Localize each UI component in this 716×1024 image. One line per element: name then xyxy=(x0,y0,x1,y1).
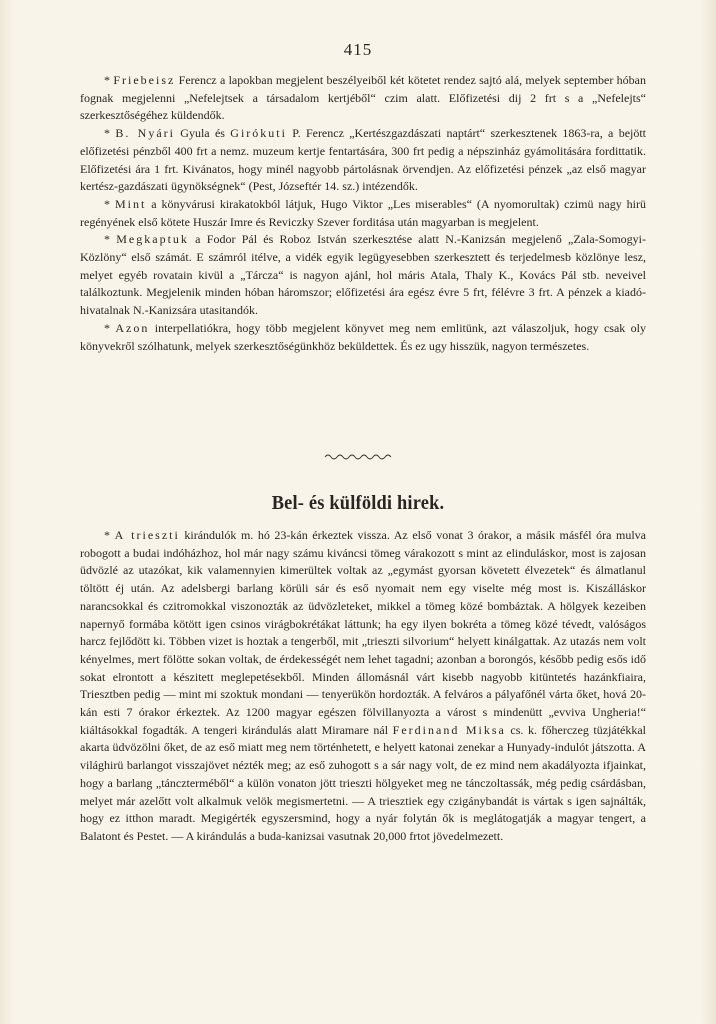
notice-paragraph: * Azon interpellatiókra, hogy több megjelent könyvet meg nem emlitünk, azt válaszoljuk, hogy csak oly könyvekről szólhatunk, melyek szerkesztőségünkhöz beküldettek. És ez ugy hisszük, nagyon természetes. xyxy=(80,320,647,353)
section-title: Bel- és külföldi hirek. xyxy=(271,492,445,514)
news-section xyxy=(80,527,646,846)
notice-text: Gyula és xyxy=(174,126,231,141)
news-paragraph: * A trieszti kirándulók m. hó 23-kán érkeztek vissza. Az első vonat 3 órakor, a másik másfél óra mulva robogott a budai indóházhoz, hol már nagy számu kiváncsi tömeg várakozott s mint az elinduláskor, most is zajosan üdvözlé az utazókat, kik valamennyien kimerültek voltak az „egymást gyorsan követett élvezetek“ és álmatlanul töltött éj után. Az adelsbergi barlang körüli sár és eső nyomait nem egy viselte még most is. Kiszálláskor narancsokkal és czitromokkal viszonozták az üdvözleteket, mikkel a tömeg közé bombáztak. A hölgyek kezeiben napernyő formába kötött igen csinos virágbokrétákat láttunk; ha egy ilyen bokréta a tömeg közé tévedt, valóságos harcz fejlődött ki. Többen vizet is hoztak a tengerből, mit „trieszti silvorium“ helyett kinálgattak. Az utazás nem volt kényelmes, mert fölötte sokan voltak, de érdekességét nem lehet tagadni; azonban a borongós, később pedig esős idő sokat elrontott a készitett meglepetésekből. Minden állomásnál várt kisebb nagyobb kitüntetés hazánkfiaira, Triesztben pedig — mint mi szoktuk mondani — tenyerükön hordozták. A felváros a pályafőnél várta őket, hová 20-kán esti 7 órakor érkeztek. Az 1200 magyar egészen fölvillanyozta a várost s mindenütt „evviva Ungheria!“ kiáltásokkal fogadták. A tengeri kirándulás alatt Miramare nál Ferdinand Miksa cs. k. főherczeg tüzjátékkal akarta üdvözölni őket, de az eső miatt meg nem történhetett, e helyett katonai zenekar a Hunyady-indulót játszotta. A világhirü barlangot visszajövet nézték meg; az eső zuhogott s a sár nagy volt, de ez mind nem akadályozta ifjainkat, hogy a barlang „tánczterméből“ a külön vonaton jött trieszti hölgyeket meg ne tánczoltassák, még pedig csárdásban, melyet már azelőtt volt alkalmuk velök megismertetni. — A triesztiek egy czigánybandát is vártak s igen sajnálták, hogy ez itthon maradt. Megigérték egyszersmind, hogy a nyár folytán ők is meglátogatják a magyar tengert, a Balatont és Pestet. — A kirándulás a buda-kanizsai vasutnak 20,000 frtot jövedelmezett. xyxy=(80,528,647,843)
notice-text: a Fodor Pál és Roboz István szerkesztése alatt N.-Kanizsán megjelenő „Zala-Somogyi-Közlöny“ első számát. E számról itélve, a vidék egyik legügyesebben szerkesztett és terjedelmesb közlönye lesz, melyet egyéb rovatain kivül a „Tárcza“ is nagyon ajánl, hol máris Atala, Thaly K., Kovács Pál stb. neveivel találkoztunk. Megjelenik minden hóban háromszor; előfizetési ára egész évre 5 frt, félévre 3 frt. A pénzek a kiadó-hivatalnak N.-Kanizsára utasitandók. xyxy=(80,232,647,318)
notice-text: a könyvárusi kirakatokból látjuk, Hugo Viktor „Les miserables“ (A nyomorultak) czimü nagy hirü regényének első kötete Huszár Imre és Reviczky Szever forditása után magyarban is megjelent. xyxy=(80,196,647,229)
notice-lead: Girókuti xyxy=(230,126,287,141)
notice-paragraph: * B. Nyári Gyula és Girókuti P. Ferencz „Kertészgazdászati naptárt“ szerkesztenek 1863-ra, a bejött előfizetési pénzből 400 frt a nemz. muzeum kertje fentartására, 300 frt pedig a népszinház gyámolitására fordittatik. Előfizetési ára 1 frt. Kivánatos, hogy minél nagyobb pártolásnak örvendjen. Az előfizetési pénzek „az első magyar kertész-gazdászati ügynökségnek“ (Pest, Józseftér 14. sz.) intézendők. xyxy=(80,126,647,194)
news-lead: Ferdinand Miksa xyxy=(392,722,506,737)
page-number: 415 xyxy=(343,40,373,59)
wavy-divider xyxy=(323,452,393,462)
news-lead: A trieszti xyxy=(114,528,180,542)
notice-text: interpellatiókra, hogy több megjelent könyvet meg nem emlitünk, azt válaszoljuk, hogy csak oly könyvekről szólhatunk, melyek szerkesztőségünkhöz beküldettek. És ez ugy hisszük, nagyon természetes. xyxy=(80,320,647,353)
news-text: cs. k. főherczeg tüzjátékkal akarta üdvözölni őket, de az eső miatt meg nem történhetett, e helyett katonai zenekar a Hunyady-indulót játszotta. A világhirü barlangot visszajövet nézték meg; az eső zuhogott s a sár nagy volt, de ez mind nem akadályozta ifjainkat, hogy a barlang „tánczterméből“ a külön vonaton jött trieszti hölgyeket meg ne tánczoltassák, még pedig csárdásban, melyet már azelőtt volt alkalmuk velök megismertetni. — A triesztiek egy czigánybandát is vártak s igen sajnálták, hogy ez itthon maradt. Megigérték egyszersmind, hogy a nyár folytán ők is meglátogatják a magyar tengert, a Balatont és Pestet. — A kirándulás a buda-kanizsai vasutnak 20,000 frtot jövedelmezett. xyxy=(80,722,647,843)
notice-text: P. Ferencz „Kertészgazdászati naptárt“ szerkesztenek 1863-ra, a bejött előfizetési pénzből 400 frt a nemz. muzeum kertje fentartására, 300 frt pedig a népszinház gyámolitására fordittatik. Előfizetési ára 1 frt. Kivánatos, hogy minél nagyobb pártolásnak örvendjen. Az előfizetési pénzek „az első magyar kertész-gazdászati ügynökségnek“ (Pest, Józseftér 14. sz.) intézendők. xyxy=(80,126,647,194)
notice-text: Ferencz a lapokban megjelent beszélyeiből két kötetet rendez sajtó alá, melyek september hóban fognak megjelenni „Nefelejtsek a társadalom kertjéből“ czim alatt. Előfizetési dij 2 frt s a „Nefelejts“ szerkesztőségéhez küldendők. xyxy=(80,73,646,123)
notice-lead: Friebeisz xyxy=(113,73,176,87)
notice-lead: B. Nyári xyxy=(115,126,175,141)
notice-paragraph: * Friebeisz Ferencz a lapokban megjelent beszélyeiből két kötetet rendez sajtó alá, melyek september hóban fognak megjelenni „Nefelejtsek a társadalom kertjéből“ czim alatt. Előfizetési dij 2 frt s a „Nefelejts“ szerkesztőségéhez küldendők. xyxy=(80,73,646,123)
notices-section xyxy=(80,72,646,355)
notice-lead: Azon xyxy=(115,320,150,335)
notice-lead: Megkaptuk xyxy=(116,232,189,247)
notice-paragraph: * Mint a könyvárusi kirakatokból látjuk, Hugo Viktor „Les miserables“ (A nyomorultak) czimü nagy hirü regényének első kötete Huszár Imre és Reviczky Szever forditása után magyarban is megjelent. xyxy=(80,196,647,229)
news-text: kirándulók m. hó 23-kán érkeztek vissza. Az első vonat 3 órakor, a másik másfél óra mulva robogott a budai indóházhoz, hol már nagy számu kiváncsi tömeg várakozott s mint az elinduláskor, most is zajosan üdvözlé az utazókat, kik valamennyien kimerültek voltak az „egymást gyorsan követett élvezetek“ és álmatlanul töltött éj után. Az adelsbergi barlang körüli sár és eső nyomait nem egy viselte még most is. Kiszálláskor narancsokkal és czitromokkal viszonozták az üdvözleteket, mikkel a tömeg közé bombáztak. A hölgyek kezeiben napernyő formába kötött igen csinos virágbokrétákat láttunk; ha egy ilyen bokréta a tömeg közé tévedt, valóságos harcz fejlődött ki. Többen vizet is hoztak a tengerből, mit „trieszti silvorium“ helyett kinálgattak. Az utazás nem volt kényelmes, mert fölötte sokan voltak, de érdekességét nem lehet tagadni; azonban a borongós, később pedig esős idő sokat elrontott a készitett meglepetésekből. Minden állomásnál várt kisebb nagyobb kitüntetés hazánkfiaira, Triesztben pedig — mint mi szoktuk mondani — tenyerükön hordozták. A felváros a pályafőnél várta őket, hová 20-kán esti 7 órakor érkeztek. Az 1200 magyar egészen fölvillanyozta a várost s mindenütt „evviva Ungheria!“ kiáltásokkal fogadták. A tengeri kirándulás alatt Miramare nál xyxy=(80,528,646,737)
notice-paragraph: * Megkaptuk a Fodor Pál és Roboz István szerkesztése alatt N.-Kanizsán megjelenő „Zala-Somogyi-Közlöny“ első számát. E számról itélve, a vidék egyik legügyesebben szerkesztett és terjedelmesb közlönye lesz, melyet egyéb rovatain kivül a „Tárcza“ is nagyon ajánl, hol máris Atala, Thaly K., Kovács Pál stb. neveivel találkoztunk. Megjelenik minden hóban háromszor; előfizetési ára egész évre 5 frt, félévre 3 frt. A pénzek a kiadó-hivatalnak N.-Kanizsára utasitandók. xyxy=(80,232,647,318)
notice-lead: Mint xyxy=(114,196,147,211)
